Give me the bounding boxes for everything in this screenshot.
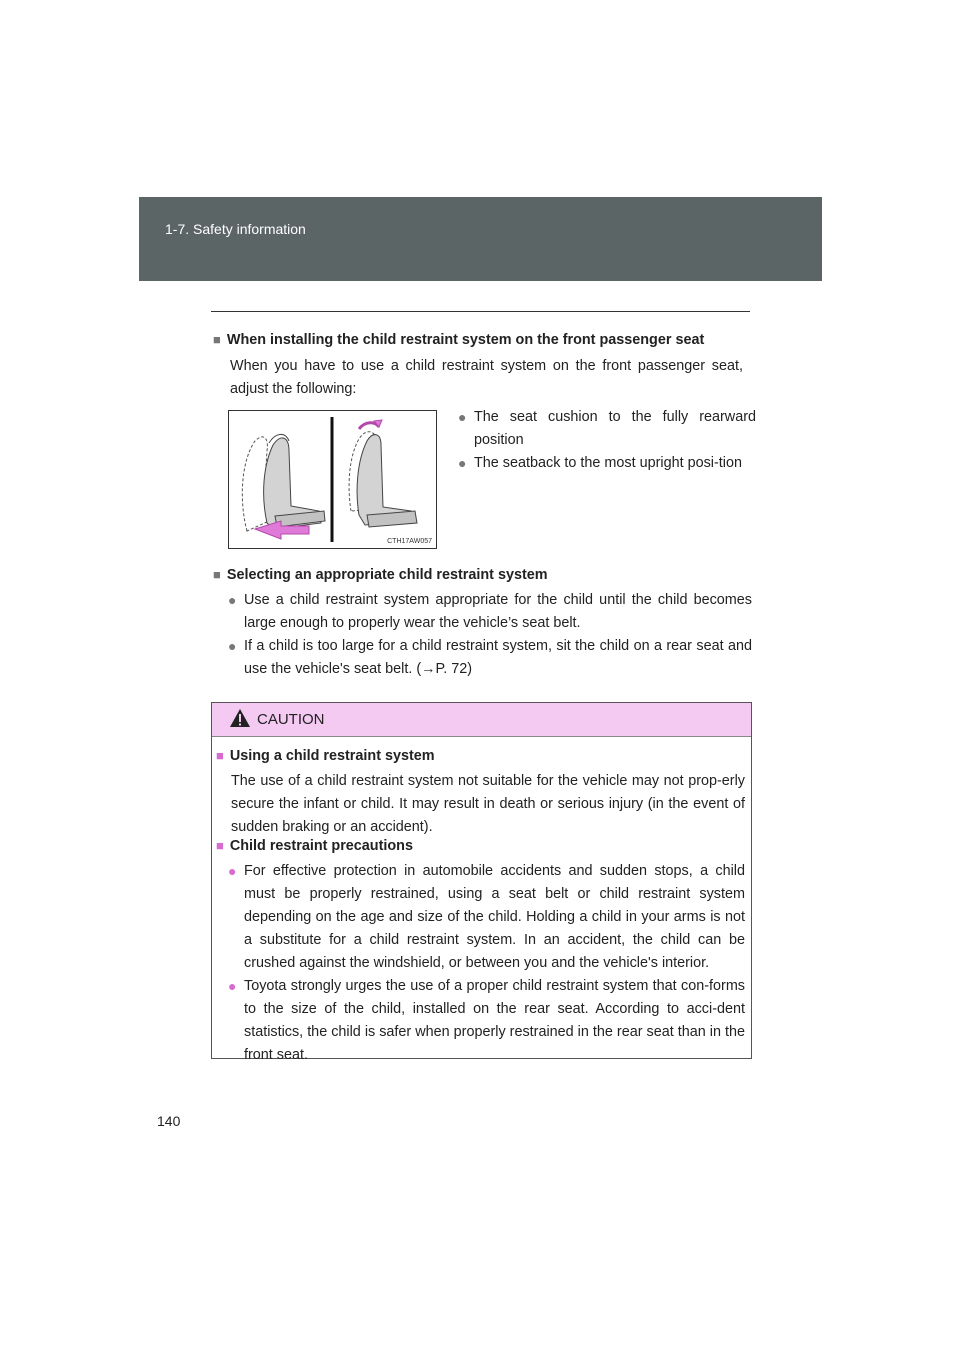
section2-heading: Selecting an appropriate child restraint system (226, 567, 548, 583)
seat-adjustment-illustration (228, 410, 437, 549)
round-bullet-icon: ● (228, 592, 237, 608)
section-header-bar (139, 197, 822, 281)
caution-sub2-bullet: ● For effective protection in automobile accidents and sudden stops, a child must be properly restrained, using a seat belt or child restraint system depending on the age and size of the child. Holding a child in your arms is not a substitute for a child restraint system. In an accident, the child can be crushed against the windshield, or between you and the vehicle's interior. (228, 860, 745, 975)
round-bullet-icon: ● (458, 455, 467, 471)
caution-sub2-bullet: ● Toyota strongly urges the use of a proper child restraint system that con-forms to the size of the child, installed on the rear seat. According to acci-dent statistics, the child is safer when properly restrained in the rear seat than in the front seat. (228, 975, 745, 1067)
square-bullet-icon: ■ (216, 748, 224, 763)
section1-heading: When installing the child restraint system on the front passenger seat (226, 332, 705, 348)
section1-intro: When you have to use a child restraint system on the front passenger seat, adjust the following: (230, 358, 743, 397)
section2-bullet: ● If a child is too large for a child restraint system, sit the child on a rear seat and use the vehicle's seat belt. (→P. 72) (228, 635, 752, 681)
caution-sub1-heading-row (216, 744, 746, 768)
caution-sub1-heading: Using a child restraint system (229, 748, 435, 764)
square-bullet-icon: ■ (213, 567, 221, 582)
caution-box (211, 702, 752, 1063)
square-bullet-icon: ■ (213, 332, 221, 347)
round-bullet-icon: ● (228, 978, 237, 994)
section1-heading-row (213, 328, 753, 352)
section2-bullet: ● Use a child restraint system appropriate for the child until the child becomes large enough to properly wear the vehicle’s seat belt. (228, 589, 752, 635)
figure-code: CTH17AW057 (387, 538, 432, 545)
warning-triangle-icon (229, 708, 251, 728)
round-bullet-icon: ● (458, 409, 467, 425)
caution-sub1-text: The use of a child restraint system not suitable for the vehicle may not prop-erly secure the infant or child. It may result in death or serious injury (in the event of sudden braking or an accident). (231, 773, 745, 835)
caution-sub2-heading: Child restraint precautions (229, 838, 413, 854)
section-label: 1-7. Safety information (165, 221, 306, 237)
caution-sub2-heading-row (216, 834, 746, 858)
section2-heading-row (213, 563, 753, 587)
round-bullet-icon: ● (228, 863, 237, 879)
section1-bullet: ● The seatback to the most upright posi-tion (458, 452, 756, 475)
caution-title: CAUTION (257, 711, 325, 728)
section1-bullet: ● The seat cushion to the fully rearward position (458, 406, 756, 452)
top-divider (211, 311, 750, 312)
seat-diagram (229, 411, 436, 548)
square-bullet-icon: ■ (216, 838, 224, 853)
page-number: 140 (157, 1113, 181, 1129)
caution-header (212, 703, 751, 737)
round-bullet-icon: ● (228, 638, 237, 654)
